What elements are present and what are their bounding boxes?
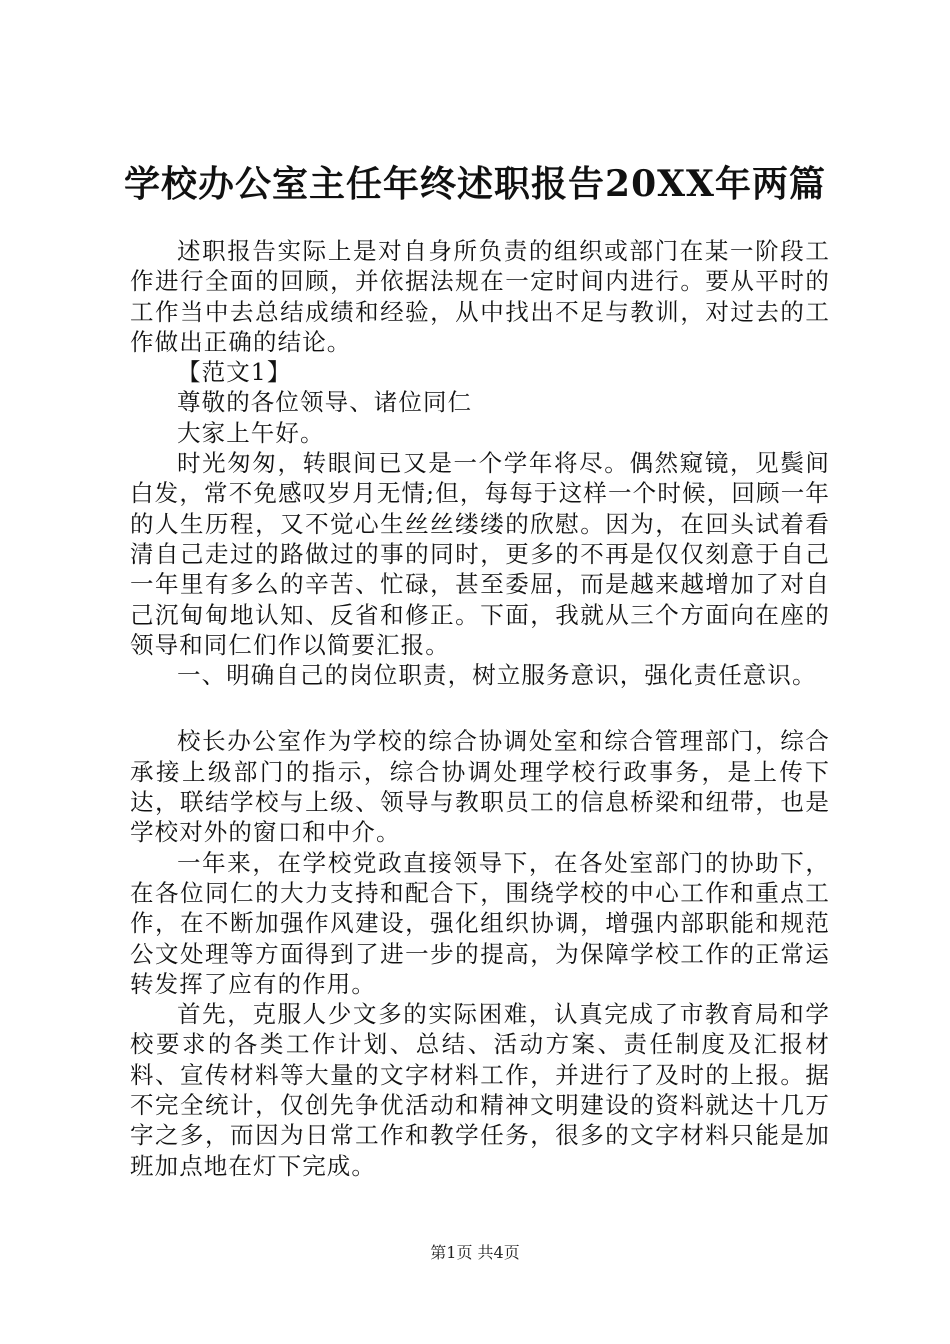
section-heading: 一、明确自己的岗位职责，树立服务意识，强化责任意识。 <box>177 661 817 690</box>
salutation: 尊敬的各位领导、诸位同仁 <box>177 388 473 417</box>
body-paragraph: 时光匆匆，转眼间已又是一个学年将尽。偶然窥镜，见鬓间白发，常不免感叹岁月无情;但，每每于这样一个时候，回顾一年的人生历程，又不觉心生丝丝缕缕的欣慰。因为，在回头试着看清自己走过的路做过的事的同时，更多的不再是仅仅刻意于自己一年里有多么的辛苦、忙碌，甚至委屈，而是越来越增加了对自己沉甸甸地认知、反省和修正。下面，我就从三个方面向在座的领导和同仁们作以简要汇报。 <box>130 449 830 659</box>
body-paragraph: 一年来，在学校党政直接领导下，在各处室部门的协助下，在各位同仁的大力支持和配合下，围绕学校的中心工作和重点工作，在不断加强作风建设，强化组织协调，增强内部职能和规范公文处理等方面得到了进一步的提高，为保障学校工作的正常运转发挥了应有的作用。 <box>130 848 830 998</box>
document-title: 学校办公室主任年终述职报告20XX年两篇 <box>124 163 826 205</box>
greeting: 大家上午好。 <box>177 418 325 447</box>
document-body <box>130 236 830 1181</box>
page-footer: 第1页 共4页 <box>430 1243 520 1262</box>
body-paragraph: 校长办公室作为学校的综合协调处室和综合管理部门，综合承接上级部门的指示，综合协调处理学校行政事务，是上传下达，联结学校与上级、领导与教职员工的信息桥梁和纽带，也是学校对外的窗口和中介。 <box>130 727 830 847</box>
section-label: 【范文1】 <box>177 358 292 387</box>
paragraph-gap <box>130 690 830 726</box>
intro-paragraph: 述职报告实际上是对自身所负责的组织或部门在某一阶段工作进行全面的回顾，并依据法规在一定时间内进行。要从平时的工作当中去总结成绩和经验，从中找出不足与教训，对过去的工作做出正确的结论。 <box>130 237 830 356</box>
body-paragraph: 首先，克服人少文多的实际困难，认真完成了市教育局和学校要求的各类工作计划、总结、活动方案、责任制度及汇报材料、宣传材料等大量的文字材料工作，并进行了及时的上报。据不完全统计，仅创先争优活动和精神文明建设的资料就达十几万字之多，而因为日常工作和教学任务，很多的文字材料只能是加班加点地在灯下完成。 <box>130 1000 830 1180</box>
